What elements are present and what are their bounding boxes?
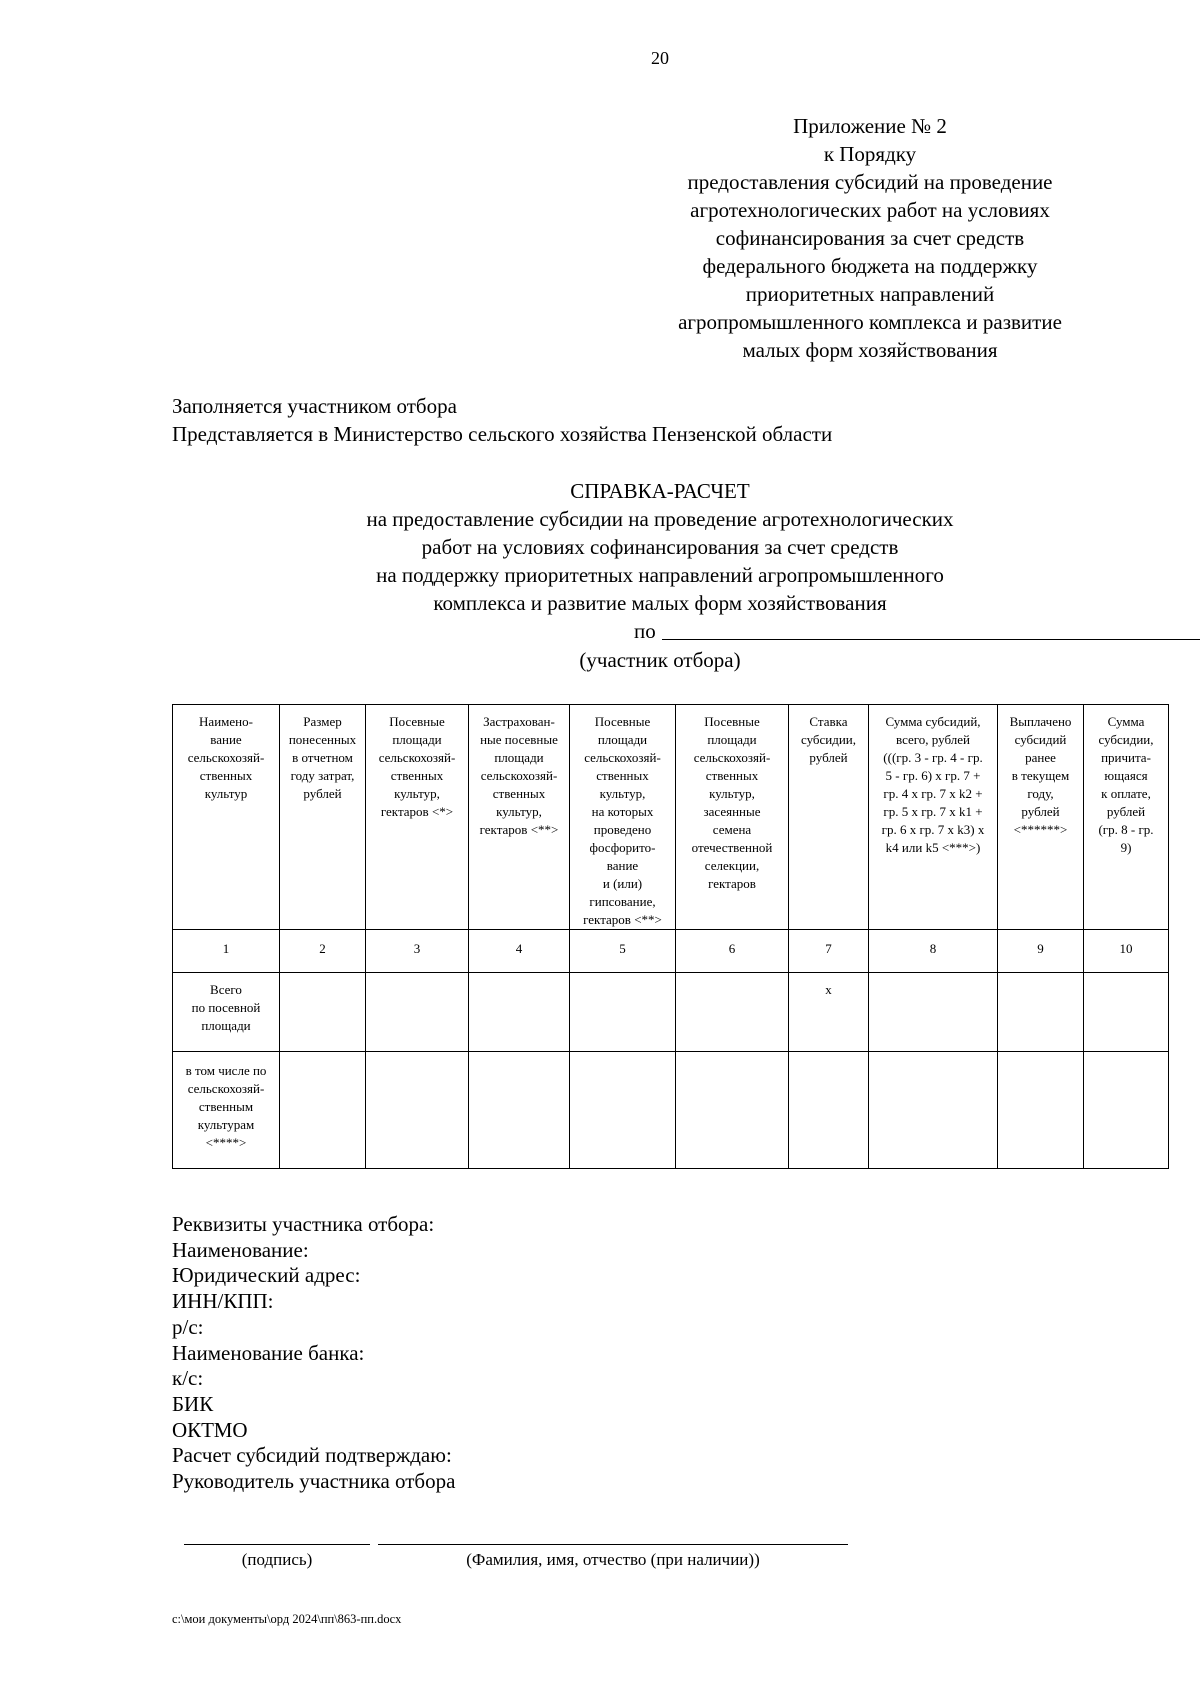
row-label: в том числе по сельскохозяй- ственным культурам <****> bbox=[173, 1052, 280, 1169]
appendix-line: предоставления субсидий на проведение bbox=[687, 170, 1053, 194]
table-cell-col-2[interactable] bbox=[280, 973, 366, 1052]
table-cell-col-9[interactable] bbox=[998, 973, 1084, 1052]
column-header-1: Наимено- вание сельскохозяй- ственных культур bbox=[173, 705, 280, 930]
column-number-9: 9 bbox=[998, 930, 1084, 973]
column-header-8: Сумма субсидий, всего, рублей (((гр. 3 - гр. 4 - гр. 5 - гр. 6) x гр. 7 + гр. 4 x гр. 7 x k2 + гр. 5 x гр. 7 x k1 + гр. 6 x гр. 7 x k3) x k4 или k5 <***>) bbox=[869, 705, 998, 930]
signature-caption: (подпись) bbox=[241, 1550, 313, 1569]
column-header-9: Выплачено субсидий ранее в текущем году, рублей <******> bbox=[998, 705, 1084, 930]
column-number-3: 3 bbox=[366, 930, 469, 973]
row-label: Всего по посевной площади bbox=[173, 973, 280, 1052]
appendix-block bbox=[640, 112, 1100, 364]
table-cell-col-5[interactable] bbox=[570, 973, 676, 1052]
requisite-bik: БИК bbox=[172, 1391, 214, 1416]
full-name-line[interactable] bbox=[378, 1544, 848, 1545]
column-number-row bbox=[173, 930, 1169, 973]
head-of-participant: Руководитель участника отбора bbox=[172, 1469, 456, 1494]
column-header-4: Застрахован- ные посевные площади сельскохозяй- ственных культур, гектаров <**> bbox=[469, 705, 570, 930]
requisites-block bbox=[172, 1212, 455, 1495]
appendix-line: агротехнологических работ на условиях bbox=[690, 198, 1050, 222]
table-cell-col-4[interactable] bbox=[469, 973, 570, 1052]
appendix-line: приоритетных направлений bbox=[745, 282, 995, 306]
requisite-bank: Наименование банка: bbox=[172, 1340, 365, 1365]
column-number-8: 8 bbox=[869, 930, 998, 973]
table-cell-col-3[interactable] bbox=[366, 973, 469, 1052]
participant-caption: (участник отбора) bbox=[579, 648, 741, 672]
table-row-by-crop bbox=[173, 1052, 1169, 1169]
participant-prefix: по bbox=[634, 619, 656, 643]
submission-note bbox=[172, 392, 832, 448]
column-header-10: Сумма субсидии, причита- ющаяся к оплате, рублей (гр. 8 - гр. 9) bbox=[1084, 705, 1169, 930]
page-number: 20 bbox=[651, 48, 669, 68]
document-title-block bbox=[300, 477, 1020, 645]
table-cell-col-5[interactable] bbox=[570, 1052, 676, 1169]
appendix-line: Приложение № 2 bbox=[793, 114, 947, 138]
note-filled-by: Заполняется участником отбора bbox=[172, 394, 457, 418]
column-number-1: 1 bbox=[173, 930, 280, 973]
column-header-6: Посевные площади сельскохозяй- ственных культур, засеянные семена отечественной селекции, гектаров bbox=[676, 705, 789, 930]
table-header-row bbox=[173, 705, 1169, 930]
signature-line[interactable] bbox=[184, 1544, 370, 1545]
participant-blank-line[interactable] bbox=[662, 639, 1200, 640]
table-cell-col-7[interactable] bbox=[789, 1052, 869, 1169]
title-line: комплекса и развитие малых форм хозяйствования bbox=[433, 591, 887, 615]
table-cell-col-2[interactable] bbox=[280, 1052, 366, 1169]
note-submitted-to: Представляется в Министерство сельского хозяйства Пензенской области bbox=[172, 422, 833, 446]
table-cell-col-9[interactable] bbox=[998, 1052, 1084, 1169]
table-cell-col-8[interactable] bbox=[869, 1052, 998, 1169]
requisite-name: Наименование: bbox=[172, 1237, 309, 1262]
column-number-2: 2 bbox=[280, 930, 366, 973]
requisite-corr-account: к/с: bbox=[172, 1366, 204, 1391]
table-cell-col-10[interactable] bbox=[1084, 1052, 1169, 1169]
document-heading: СПРАВКА-РАСЧЕТ bbox=[570, 479, 750, 503]
column-header-3: Посевные площади сельскохозяй- ственных культур, гектаров <*> bbox=[366, 705, 469, 930]
table-cell-col-4[interactable] bbox=[469, 1052, 570, 1169]
table-cell-col-3[interactable] bbox=[366, 1052, 469, 1169]
column-header-7: Ставка субсидии, рублей bbox=[789, 705, 869, 930]
requisite-inn-kpp: ИНН/КПП: bbox=[172, 1289, 274, 1314]
confirmation-text: Расчет субсидий подтверждаю: bbox=[172, 1443, 452, 1468]
requisite-address: Юридический адрес: bbox=[172, 1263, 361, 1288]
column-header-5: Посевные площади сельскохозяй- ственных культур, на которых проведено фосфорито- вание и (или) гипсование, гектаров <**> bbox=[570, 705, 676, 930]
title-line: работ на условиях софинансирования за счет средств bbox=[421, 535, 899, 559]
appendix-line: софинансирования за счет средств bbox=[715, 226, 1025, 250]
full-name-caption: (Фамилия, имя, отчество (при наличии)) bbox=[466, 1550, 760, 1569]
table-cell-col-8[interactable] bbox=[869, 973, 998, 1052]
table-cell-col-6[interactable] bbox=[676, 1052, 789, 1169]
column-header-2: Размер понесенных в отчетном году затрат, рублей bbox=[280, 705, 366, 930]
column-number-7: 7 bbox=[789, 930, 869, 973]
appendix-line: к Порядку bbox=[823, 142, 917, 166]
table-cell-col-10[interactable] bbox=[1084, 973, 1169, 1052]
title-line: на поддержку приоритетных направлений агропромышленного bbox=[376, 563, 944, 587]
calculation-table bbox=[172, 704, 1169, 1169]
column-number-4: 4 bbox=[469, 930, 570, 973]
table-cell-col-6[interactable] bbox=[676, 973, 789, 1052]
appendix-line: агропромышленного комплекса и развитие bbox=[678, 310, 1062, 334]
appendix-line: федерального бюджета на поддержку bbox=[702, 254, 1038, 278]
participant-field bbox=[300, 617, 1020, 645]
title-line: на предоставление субсидии на проведение агротехнологических bbox=[366, 507, 954, 531]
column-number-6: 6 bbox=[676, 930, 789, 973]
table-cell-col-7: x bbox=[789, 973, 869, 1052]
column-number-10: 10 bbox=[1084, 930, 1169, 973]
requisites-title: Реквизиты участника отбора: bbox=[172, 1212, 435, 1236]
requisite-account: р/с: bbox=[172, 1314, 204, 1339]
requisite-oktmo: ОКТМО bbox=[172, 1417, 248, 1442]
appendix-line: малых форм хозяйствования bbox=[742, 338, 998, 362]
file-path-footer: c:\мои документы\орд 2024\пп\863-пп.docx bbox=[172, 1612, 402, 1626]
column-number-5: 5 bbox=[570, 930, 676, 973]
table-row-total bbox=[173, 973, 1169, 1052]
